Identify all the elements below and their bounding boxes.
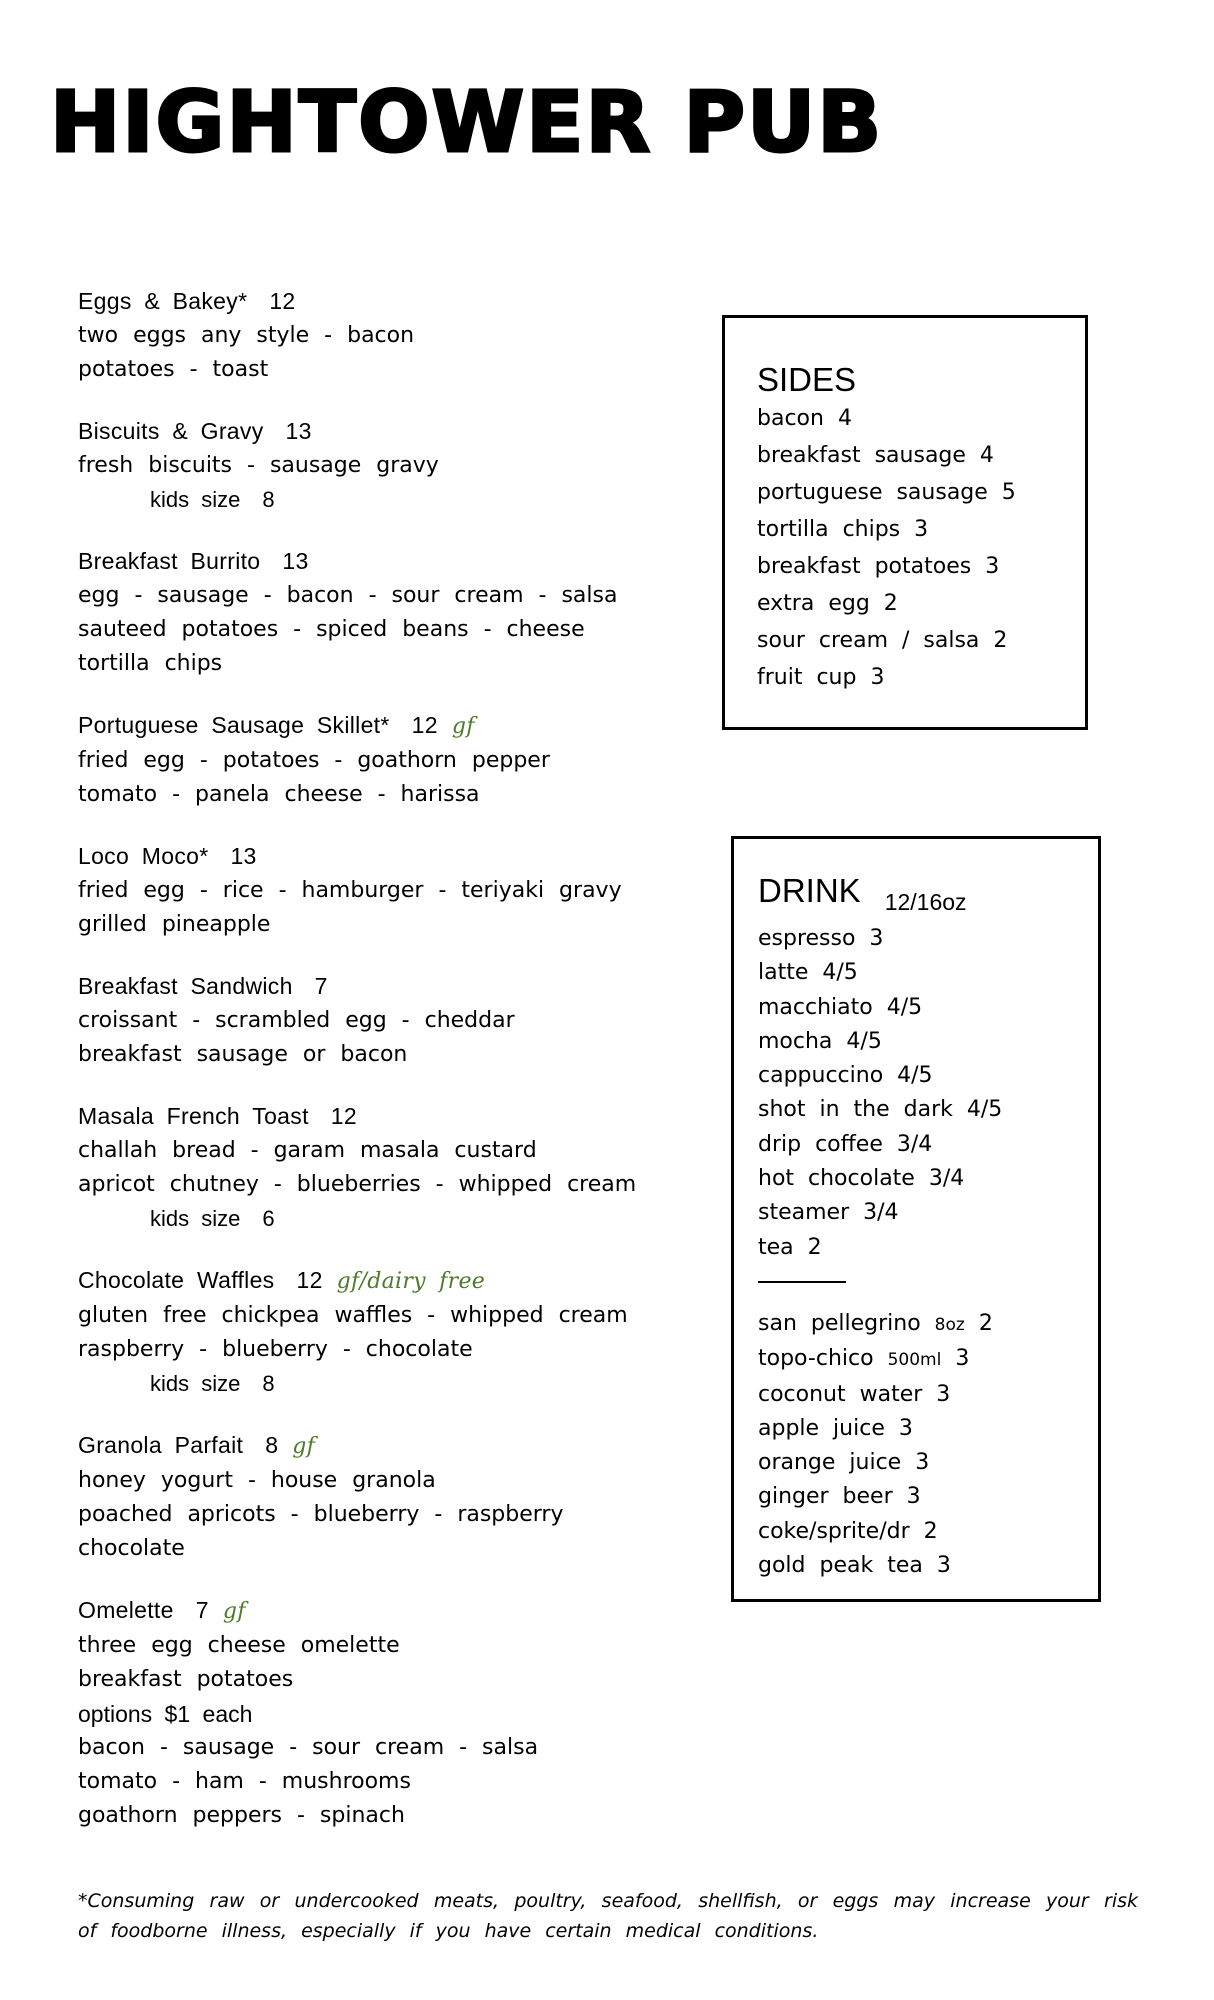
page-title: HIGHTOWER PUB (50, 73, 884, 171)
item-desc: challah bread - garam masala custard (78, 1138, 537, 1163)
drink-item: hot chocolate 3/4 (758, 1166, 965, 1192)
kids-price: 8 (262, 1371, 275, 1396)
item-desc: egg - sausage - bacon - sour cream - salsa (78, 583, 618, 608)
item-price: 8 (265, 1432, 279, 1458)
drink-title: DRINK (758, 872, 861, 909)
gf-tag: gf (292, 1434, 316, 1459)
item-name: Breakfast Burrito (78, 548, 261, 574)
item-desc: gluten free chickpea waffles - whipped cream (78, 1303, 628, 1328)
item-desc: fried egg - potatoes - goathorn pepper (78, 748, 550, 773)
item-price: 13 (285, 418, 312, 444)
menu-item-portuguese-skillet (78, 708, 678, 812)
item-name: Masala French Toast (78, 1103, 309, 1129)
drink-price: 3 (955, 1346, 970, 1372)
sides-box (722, 315, 1088, 730)
side-item: portuguese sausage 5 (757, 480, 1016, 505)
menu-item-breakfast-sandwich (78, 969, 678, 1072)
item-desc: breakfast potatoes (78, 1667, 294, 1692)
side-item: breakfast potatoes 3 (757, 554, 1000, 579)
item-desc: potatoes - toast (78, 357, 269, 382)
sides-title: SIDES (757, 361, 857, 398)
item-name: Loco Moco* (78, 843, 209, 869)
side-item: extra egg 2 (757, 591, 898, 616)
item-desc: tomato - panela cheese - harissa (78, 782, 480, 807)
drink-price: 2 (978, 1310, 993, 1336)
options-label: options $1 each (78, 1701, 253, 1727)
item-desc: raspberry - blueberry - chocolate (78, 1337, 473, 1362)
item-desc: apricot chutney - blueberries - whipped cream (78, 1172, 637, 1197)
drink-name: topo-chico (758, 1346, 874, 1372)
drink-size-subtitle: 12/16oz (884, 889, 967, 915)
drink-item: shot in the dark 4/5 (758, 1097, 1003, 1123)
item-desc: two eggs any style - bacon (78, 323, 415, 348)
drink-item (758, 1307, 1098, 1342)
option-line: bacon - sausage - sour cream - salsa (78, 1735, 539, 1760)
kids-price: 8 (262, 487, 275, 512)
drink-item: coconut water 3 (758, 1381, 951, 1407)
drink-item: mocha 4/5 (758, 1028, 882, 1054)
item-desc: honey yogurt - house granola (78, 1468, 436, 1493)
menu-item-granola-parfait (78, 1428, 678, 1566)
drink-size: 500ml (887, 1350, 942, 1371)
item-name: Granola Parfait (78, 1432, 244, 1458)
drink-item: drip coffee 3/4 (758, 1131, 933, 1157)
health-advisory-footnote: *Consuming raw or undercooked meats, poultry, seafood, shellfish, or eggs may increase your risk of foodborne illness, especially if you have certain medical conditions. (78, 1890, 1138, 1942)
item-name: Breakfast Sandwich (78, 973, 293, 999)
kids-price: 6 (262, 1206, 275, 1231)
menu-item-chocolate-waffles (78, 1263, 678, 1401)
item-price: 12 (296, 1267, 323, 1293)
drink-item: gold peak tea 3 (758, 1553, 951, 1579)
option-line: goathorn peppers - spinach (78, 1803, 405, 1828)
item-name: Chocolate Waffles (78, 1267, 275, 1293)
drink-item: ginger beer 3 (758, 1484, 921, 1510)
drink-item: macchiato 4/5 (758, 994, 923, 1020)
menu-item-loco-moco (78, 839, 678, 942)
gf-tag: gf (451, 714, 475, 739)
breakfast-menu (78, 284, 678, 1860)
item-price: 12 (269, 288, 296, 314)
item-desc: tortilla chips (78, 651, 223, 676)
drink-item: cappuccino 4/5 (758, 1063, 933, 1089)
item-name: Omelette (78, 1597, 174, 1623)
item-desc: fried egg - rice - hamburger - teriyaki gravy (78, 878, 622, 903)
item-desc: three egg cheese omelette (78, 1633, 400, 1658)
divider (758, 1281, 846, 1283)
item-desc: sauteed potatoes - spiced beans - cheese (78, 617, 585, 642)
item-desc: grilled pineapple (78, 912, 271, 937)
kids-label: kids size (150, 1206, 241, 1231)
drink-item: espresso 3 (758, 926, 884, 951)
drink-item: tea 2 (758, 1234, 822, 1260)
drink-item: latte 4/5 (758, 960, 858, 986)
menu-item-omelette (78, 1593, 678, 1833)
item-desc: croissant - scrambled egg - cheddar (78, 1008, 515, 1033)
item-price: 12 (330, 1103, 357, 1129)
item-price: 13 (230, 843, 257, 869)
item-name: Eggs & Bakey* (78, 288, 248, 314)
item-desc: chocolate (78, 1536, 185, 1561)
side-item: fruit cup 3 (757, 665, 885, 690)
drink-box (731, 836, 1101, 1602)
gf-tag: gf (222, 1599, 246, 1624)
kids-size (150, 1202, 678, 1236)
kids-label: kids size (150, 487, 241, 512)
drink-item: orange juice 3 (758, 1450, 930, 1476)
side-item: breakfast sausage 4 (757, 443, 994, 468)
item-desc: fresh biscuits - sausage gravy (78, 453, 439, 478)
menu-item-eggs-bakey (78, 284, 678, 387)
item-price: 12 (411, 712, 438, 738)
menu-item-masala-french-toast (78, 1099, 678, 1236)
menu-item-breakfast-burrito (78, 544, 678, 681)
kids-size (150, 483, 678, 517)
drink-item (758, 1342, 1098, 1377)
drink-item: steamer 3/4 (758, 1200, 899, 1226)
item-desc: poached apricots - blueberry - raspberry (78, 1502, 564, 1527)
drink-size: 8oz (934, 1314, 965, 1335)
item-desc: breakfast sausage or bacon (78, 1042, 408, 1067)
side-item: sour cream / salsa 2 (757, 628, 1008, 653)
kids-size (150, 1367, 678, 1401)
option-line: tomato - ham - mushrooms (78, 1769, 411, 1794)
item-price: 7 (195, 1597, 209, 1623)
side-item: bacon 4 (757, 406, 852, 431)
item-name: Portuguese Sausage Skillet* (78, 712, 390, 738)
kids-label: kids size (150, 1371, 241, 1396)
item-price: 7 (314, 973, 328, 999)
item-price: 13 (282, 548, 309, 574)
item-name: Biscuits & Gravy (78, 418, 264, 444)
drink-name: san pellegrino (758, 1310, 921, 1336)
side-item: tortilla chips 3 (757, 517, 929, 542)
drink-item: coke/sprite/dr 2 (758, 1518, 938, 1544)
gf-dairy-free-tag: gf/dairy free (336, 1269, 486, 1294)
menu-item-biscuits-gravy (78, 414, 678, 517)
drink-item: apple juice 3 (758, 1415, 913, 1441)
